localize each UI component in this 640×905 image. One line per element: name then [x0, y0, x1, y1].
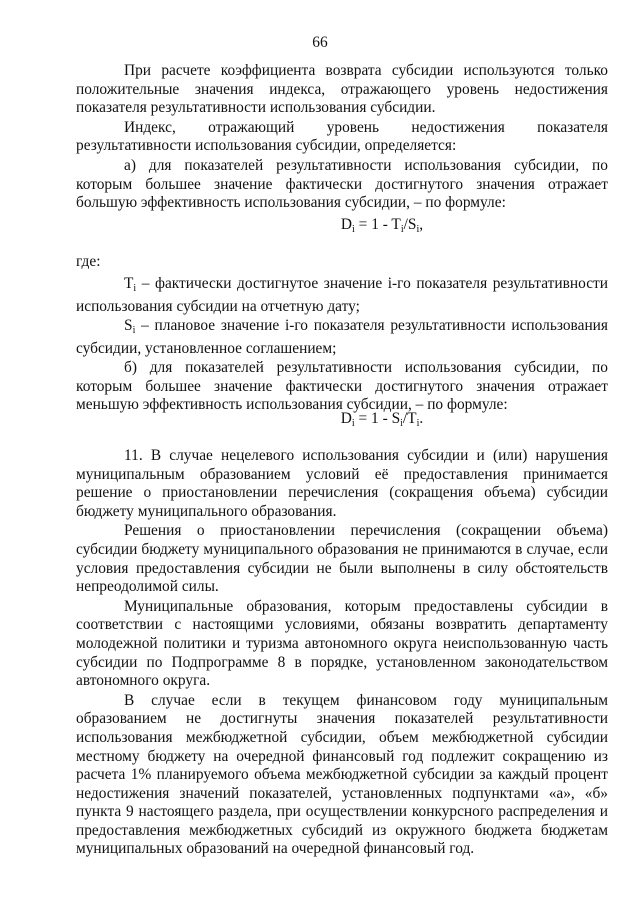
paragraph-1: При расчете коэффициента возврата субсидии используются только положительные значения индекса, отражающего уровень недостижения показателя результативности использования субсидии. — [76, 62, 608, 117]
paragraph-2: Индекс, отражающий уровень недостижения показателя результативности использования субсидии, определяется: — [76, 118, 608, 155]
paragraph-8: В случае если в текущем финансовом году муниципальным образованием не достигнуты значения показателей результативности использования межбюджетной субсидии, объем межбюджетной субсидии местному бюджету на очередной финансовый год подлежит сокращению из расчета 1% планируемого объема межбюджетной субсидии за каждый процент недостижения значений показателей, установленных подпунктами «а», «б» пункта 9 настоящего раздела, при осуществлении конкурсного распределения и предоставления межбюджетных субсидий из окружного бюджета бюджетам муниципальных образований на очередной финансовый год. — [76, 691, 608, 858]
where-label: где: — [76, 253, 101, 270]
definition-s-text: – плановое значение i-го показателя результативности использования субсидии, установленное соглашением; — [76, 316, 608, 358]
formula-2-sub: i — [400, 418, 403, 429]
formula-1-s: /S — [403, 216, 417, 233]
formula-1-d: D — [340, 216, 353, 233]
definition-t — [76, 275, 608, 317]
formula-1-sub: i — [352, 224, 355, 235]
paragraph-6: Решения о приостановлении перечисления (сокращении объема) субсидии бюджету муниципального образования не принимаются в случае, если условия предоставления субсидии не были выполнены в силу обстоятельств непреодолимой силы. — [76, 522, 608, 596]
formula-2-t: /T — [402, 410, 417, 427]
formula-1-t: = 1 - T — [354, 216, 401, 233]
definition-t-text: – фактически достигнутое значение i-го показателя результативности использования субсидии на отчетную дату; — [76, 274, 608, 316]
paragraph-3: а) для показателей результативности использования субсидии, по которым большее значение фактически достигнутого значения отражает большую эффективность использования субсидии, – по формуле: — [76, 156, 608, 212]
paragraph-5: 11. В случае нецелевого использования субсидии и (или) нарушения муниципальным образованием условий её предоставления принимается решение о приостановлении перечисления (сокращения объема) субсидии бюджету муниципального образования. — [76, 447, 608, 520]
symbol-s-sub: i — [132, 324, 136, 336]
symbol-t-sub: i — [133, 282, 137, 294]
paragraph-4: б) для показателей результативности использования субсидии, по которым большее значение фактически достигнутого значения отражает меньшую эффективность использования субсидии, – по формуле: — [76, 358, 608, 414]
formula-1-sub: i — [416, 224, 420, 235]
symbol-s: S — [124, 316, 133, 334]
formula-2-s: = 1 - S — [354, 410, 401, 427]
text-block-1 — [76, 62, 608, 214]
symbol-t: T — [124, 274, 134, 292]
paragraph-7: Муниципальные образования, которым предоставлены субсидии в соответствии с настоящими условиями, обязаны возвратить департаменту молодежной политики и туризма автономного округа неиспользованную часть субсидии по Подпрограмме 8 в порядке, установленном законодательством автономного округа. — [76, 597, 608, 690]
page-number: 66 — [312, 34, 328, 51]
text-block-3 — [76, 447, 608, 860]
formula-2-sub: i — [416, 418, 420, 429]
formula-1 — [76, 216, 640, 240]
formula-2-d: D — [340, 410, 352, 427]
formula-2-end: . — [419, 410, 424, 427]
formula-1-sub: i — [400, 224, 404, 235]
definition-s — [76, 317, 608, 359]
formula-2-sub: i — [351, 418, 355, 429]
formula-1-end: , — [419, 216, 424, 233]
text-block-2 — [76, 253, 608, 416]
formula-2 — [76, 410, 640, 434]
